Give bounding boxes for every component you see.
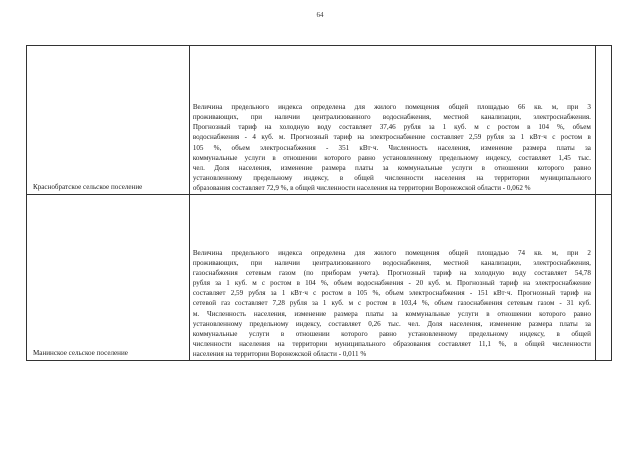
description-line: коммунальные услуги в отношении которого равно установленному предельному индексу, в общей [192, 329, 591, 338]
settlement-name-cell [27, 195, 190, 361]
description-line: Прогнозный тариф на холодную воду составляет 37,46 рубля за 1 куб. м с ростом в 104 %, объем [192, 123, 591, 132]
index-description-cell [189, 46, 595, 195]
description-line: газоснабжения сетевым газом (по приборам учета). Прогнозный тариф на холодную воду составляет 54,78 [192, 269, 591, 278]
description-line: коммунальные услуги в отношении которого равно установленному предельному индексу, составляет 1,45 тыс. [192, 153, 591, 162]
settlement-name: Краснобратское сельское поселение [33, 182, 143, 191]
page-number: 64 [316, 11, 324, 19]
description-line: численности населения на территории муниципального образования составляет 11,1 %, в общей численности [192, 339, 591, 348]
description-line: 105 %, объем электроснабжения - 351 кВт·ч. Численность населения, изменение размера платы за [192, 143, 591, 152]
settlement-name: Манинское сельское поселение [33, 348, 128, 357]
settlement-name-cell [27, 46, 190, 195]
description-line: Величина предельного индекса определена для жилого помещения общей площадью 66 кв. м, при 3 [192, 103, 591, 112]
description-line: рубля за 1 куб. м с ростом в 104 %, объем водоснабжения - 20 куб. м. Прогнозный тариф на электроснабжение [192, 279, 591, 288]
table-row [27, 195, 612, 361]
description-line: Величина предельного индекса определена для жилого помещения общей площадью 74 кв. м, при 2 [192, 248, 591, 257]
description-line: проживающих, при наличии централизованного водоснабжения, местной канализации, электроснабжения. [192, 113, 591, 122]
settlement-index-table [26, 45, 612, 361]
table-row [27, 46, 612, 195]
description-line: чел. Доля населения, изменение размера платы за коммунальные услуги в отношении которого равно [192, 163, 591, 172]
description-line: населения на территории Воронежской области - 0,011 % [192, 349, 367, 358]
index-description-cell [189, 195, 595, 361]
description-line: сетевой газ составляет 7,28 рубля за 1 куб. м с ростом в 103,4 %, объем газоснабжения сетевым газом - 31 куб. [192, 299, 591, 308]
description-line: установленному предельному индексу, составляет 0,26 тыс. чел. Доля населения, изменение размера платы за [192, 319, 591, 328]
description-line: водоснабжения - 4 куб. м. Прогнозный тариф на электроснабжение составляет 2,59 рубля за 1 кВт·ч с ростом в [192, 133, 591, 142]
description-line: составляет 2,59 рубля за 1 кВт·ч с ростом в 105 %, объем электроснабжения - 151 кВт·ч. Прогнозный тариф на [192, 289, 591, 298]
empty-cell [595, 46, 611, 195]
empty-cell [595, 195, 611, 361]
description-line: м. Численность населения, изменение размера платы за коммунальные услуги в отношении которого равно [192, 309, 591, 318]
description-line: установленному предельному индексу, в общей численности населения на территории муниципального [192, 173, 591, 182]
description-line: образования составляет 72,9 %, в общей численности населения на территории Воронежской области - 0,062 % [192, 183, 531, 192]
description-line: проживающих, при наличии централизованного водоснабжения, местной канализации, электроснабжения, [192, 259, 591, 268]
